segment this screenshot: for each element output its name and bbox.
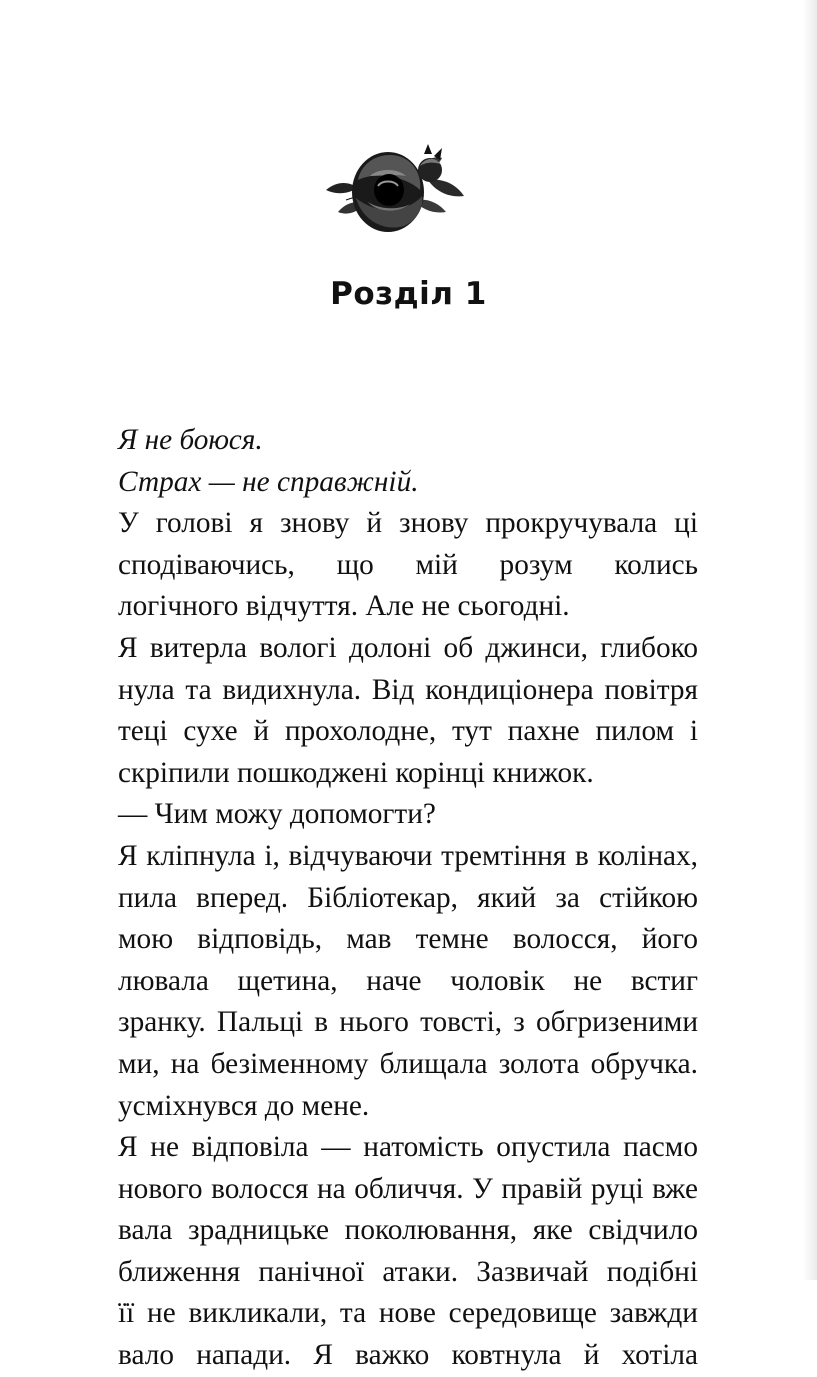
rose-ornament-icon <box>318 140 468 240</box>
text-line: Я витерла вологі долоні об джинси, глибоко <box>118 631 698 664</box>
text-line: теці сухе й прохолодне, тут пахне пилом і <box>118 715 698 748</box>
text-line: вало напади. Я важко ковтнула й хотіла <box>118 1339 698 1372</box>
body-text <box>118 420 698 1377</box>
text-line: логічного відчуття. Але не сьогодні. <box>118 590 570 623</box>
text-line: лювала щетина, наче чоловік не встиг <box>118 964 698 997</box>
text-line: Страх — не справжній. <box>118 465 419 498</box>
text-line: Я не боюся. <box>118 424 263 456</box>
text-line: скріпили пошкоджені корінці книжок. <box>118 756 594 789</box>
text-line: зранку. Пальці в нього товсті, з обгризеними <box>118 1006 698 1039</box>
text-line: вала зрадницьке поколювання, яке свідчило <box>118 1214 698 1247</box>
text-line: ми, на безіменному блищала золота обручка. <box>118 1047 698 1080</box>
text-line: Я не відповіла — натомість опустила пасмо <box>118 1131 698 1164</box>
text-line: усміхнувся до мене. <box>118 1089 370 1122</box>
text-line: нула та видихнула. Від кондиціонера повітря <box>118 673 698 706</box>
text-line: Я кліпнула і, відчуваючи тремтіння в колінах, <box>118 839 698 872</box>
text-line: мою відповідь, мав темне волосся, його <box>118 923 698 956</box>
chapter-title: Розділ 1 <box>330 276 487 312</box>
text-line: нового волосся на обличчя. У правій руці вже <box>118 1172 698 1205</box>
page-edge-shadow <box>803 0 817 1280</box>
text-line: пила вперед. Бібліотекар, який за стійкою <box>118 881 698 914</box>
text-line: сподіваючись, що мій розум колись <box>118 548 698 581</box>
text-line: У голові я знову й знову прокручувала ці <box>118 507 698 540</box>
text-line: ближення панічної атаки. Зазвичай подібні <box>118 1255 698 1288</box>
text-line: — Чим можу допомогти? <box>118 798 436 831</box>
text-line: її не викликали, та нове середовище завжди <box>118 1297 698 1330</box>
